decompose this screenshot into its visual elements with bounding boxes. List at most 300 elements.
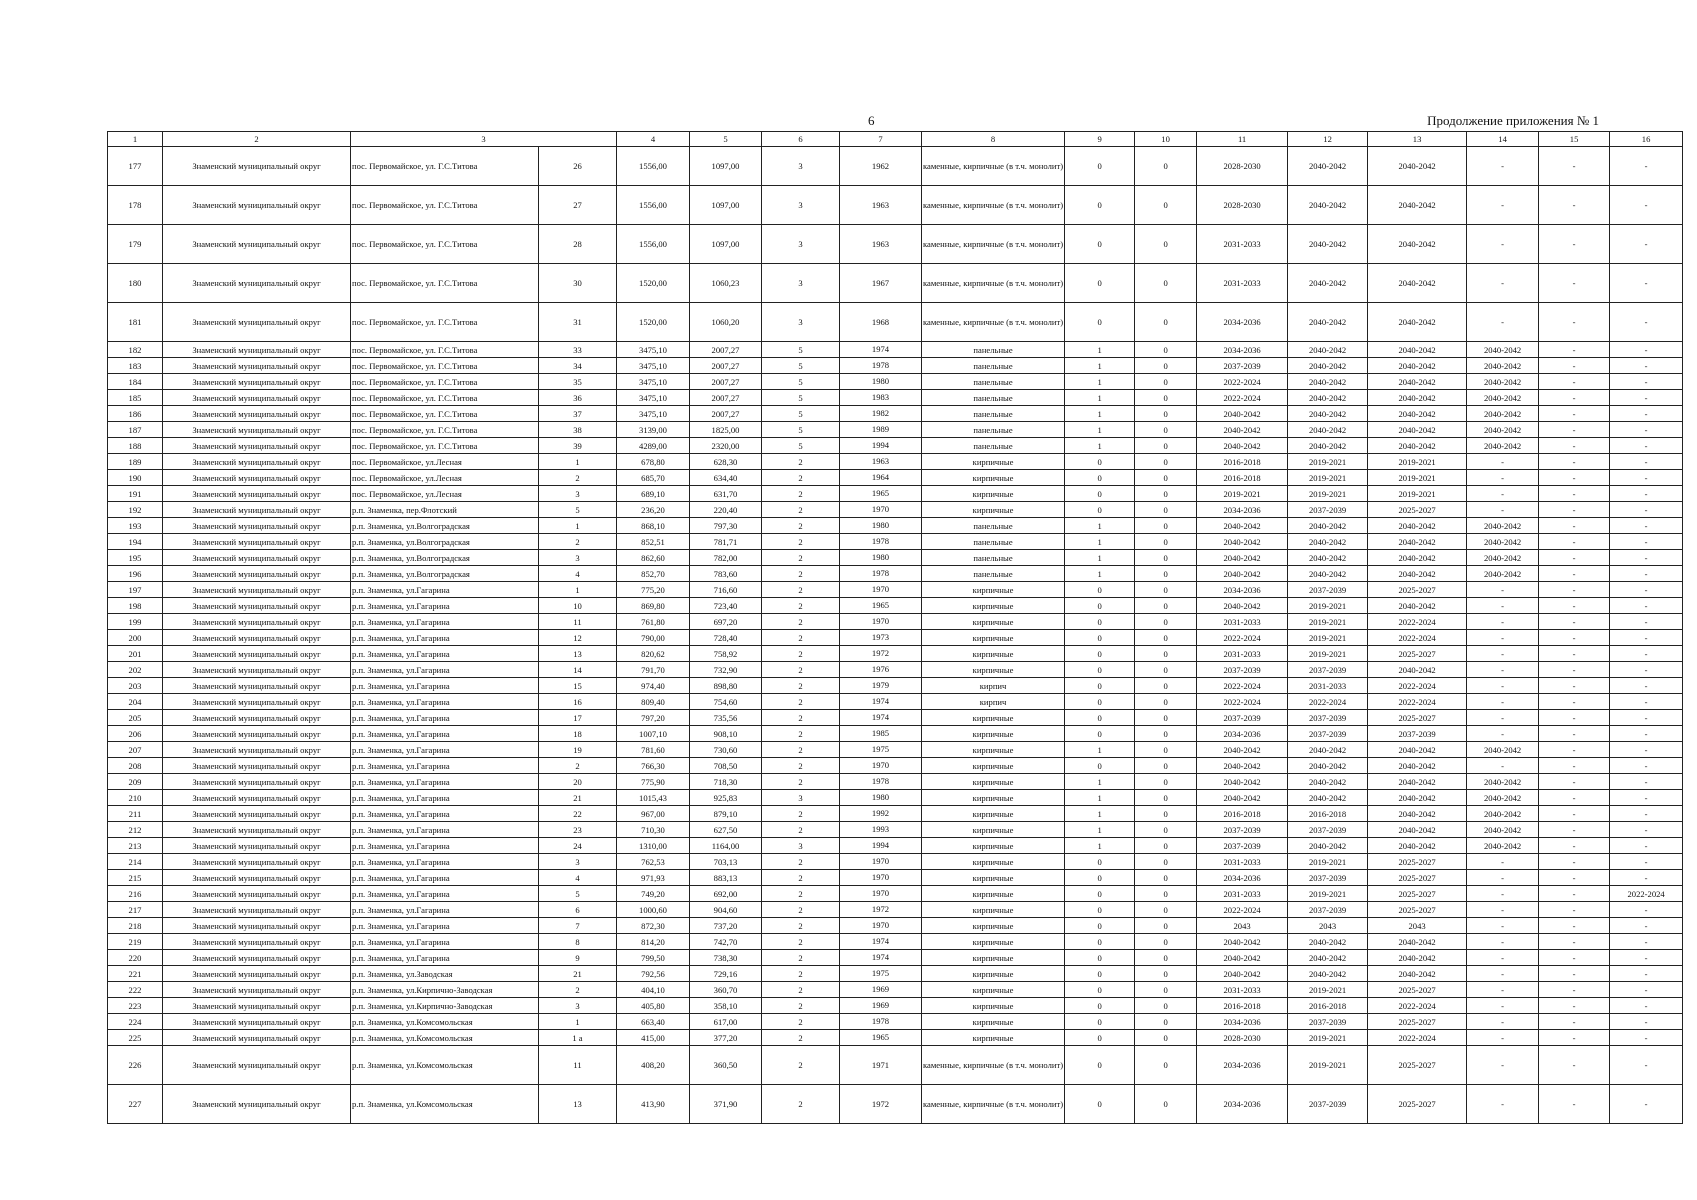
table-cell: 0 (1065, 870, 1135, 886)
table-cell: пос. Первомайское, ул. Г.С.Титова (351, 225, 539, 264)
table-cell: 4 (539, 870, 617, 886)
table-cell: 2 (762, 710, 840, 726)
table-cell: 2040-2042 (1288, 934, 1368, 950)
column-header: 11 (1197, 132, 1288, 147)
table-cell: - (1539, 518, 1610, 534)
table-cell: 1970 (840, 758, 922, 774)
table-cell: 0 (1135, 534, 1197, 550)
table-cell: 1978 (840, 566, 922, 582)
table-row (108, 264, 1683, 303)
table-cell: 1 (539, 454, 617, 470)
table-cell: - (1539, 390, 1610, 406)
table-cell: 10 (539, 598, 617, 614)
table-cell: Знаменский муниципальный округ (163, 886, 351, 902)
table-cell: 2 (762, 678, 840, 694)
table-cell: - (1539, 406, 1610, 422)
table-row (108, 1046, 1683, 1085)
table-cell: 2037-2039 (1197, 838, 1288, 854)
table-cell: 210 (108, 790, 163, 806)
table-cell: - (1467, 646, 1539, 662)
table-cell: 0 (1065, 502, 1135, 518)
table-row (108, 454, 1683, 470)
table-cell: 215 (108, 870, 163, 886)
table-cell: 2016-2018 (1197, 998, 1288, 1014)
table-row (108, 646, 1683, 662)
table-cell: 2022-2024 (1368, 630, 1467, 646)
table-cell: - (1610, 518, 1683, 534)
table-cell: 2040-2042 (1288, 374, 1368, 390)
table-cell: 2040-2042 (1197, 774, 1288, 790)
table-cell: 0 (1135, 550, 1197, 566)
table-cell: - (1610, 982, 1683, 998)
table-cell: 1 (1065, 374, 1135, 390)
table-cell: 2040-2042 (1368, 390, 1467, 406)
table-cell: 2040-2042 (1197, 518, 1288, 534)
table-cell: 2040-2042 (1197, 550, 1288, 566)
table-cell: 0 (1135, 264, 1197, 303)
column-header: 16 (1610, 132, 1683, 147)
table-cell: 1993 (840, 822, 922, 838)
table-cell: р.п. Знаменка, ул.Гагарина (351, 646, 539, 662)
table-cell: 627,50 (690, 822, 762, 838)
table-cell: - (1539, 838, 1610, 854)
table-cell: 2019-2021 (1288, 470, 1368, 486)
table-cell: 2034-2036 (1197, 502, 1288, 518)
table-cell: 898,80 (690, 678, 762, 694)
column-header: 4 (617, 132, 690, 147)
table-row (108, 950, 1683, 966)
table-cell: 1556,00 (617, 186, 690, 225)
table-cell: - (1610, 374, 1683, 390)
table-cell: 2 (762, 902, 840, 918)
table-cell: 2 (762, 806, 840, 822)
table-cell: 809,40 (617, 694, 690, 710)
table-cell: 852,51 (617, 534, 690, 550)
table-cell: 718,30 (690, 774, 762, 790)
table-cell: 1994 (840, 438, 922, 454)
table-cell: 631,70 (690, 486, 762, 502)
table-cell: 5 (762, 342, 840, 358)
table-cell: 218 (108, 918, 163, 934)
table-cell: Знаменский муниципальный округ (163, 838, 351, 854)
table-cell: - (1467, 966, 1539, 982)
table-cell: 2040-2042 (1368, 950, 1467, 966)
table-cell: 405,80 (617, 998, 690, 1014)
table-cell: р.п. Знаменка, ул.Гагарина (351, 710, 539, 726)
table-cell: Знаменский муниципальный округ (163, 678, 351, 694)
table-cell: 22 (539, 806, 617, 822)
table-cell: - (1467, 186, 1539, 225)
table-cell: 3475,10 (617, 390, 690, 406)
table-cell: 2 (539, 534, 617, 550)
table-cell: р.п. Знаменка, ул.Гагарина (351, 662, 539, 678)
table-cell: - (1610, 550, 1683, 566)
table-cell: - (1610, 758, 1683, 774)
table-cell: Знаменский муниципальный округ (163, 774, 351, 790)
table-cell: кирпичные (922, 598, 1065, 614)
table-cell: 2031-2033 (1288, 678, 1368, 694)
table-cell: 5 (762, 374, 840, 390)
table-cell: 0 (1065, 966, 1135, 982)
table-cell: 0 (1135, 726, 1197, 742)
table-cell: 0 (1065, 303, 1135, 342)
table-cell: 2019-2021 (1288, 598, 1368, 614)
table-cell: 0 (1065, 1046, 1135, 1085)
table-cell: панельные (922, 406, 1065, 422)
table-cell: 1989 (840, 422, 922, 438)
table-cell: 199 (108, 614, 163, 630)
table-cell: 2022-2024 (1197, 678, 1288, 694)
table-cell: - (1610, 790, 1683, 806)
table-cell: 3 (539, 998, 617, 1014)
table-cell: 617,00 (690, 1014, 762, 1030)
column-header: 9 (1065, 132, 1135, 147)
table-cell: 206 (108, 726, 163, 742)
table-cell: 2 (762, 646, 840, 662)
table-cell: 0 (1135, 934, 1197, 950)
table-cell: - (1539, 264, 1610, 303)
table-cell: 2 (762, 774, 840, 790)
table-cell: 0 (1135, 710, 1197, 726)
table-cell: кирпичные (922, 870, 1065, 886)
table-cell: - (1539, 502, 1610, 518)
table-cell: 0 (1135, 486, 1197, 502)
table-cell: 2040-2042 (1368, 358, 1467, 374)
table-cell: 1962 (840, 147, 922, 186)
table-cell: - (1610, 502, 1683, 518)
table-cell: 191 (108, 486, 163, 502)
table-cell: 360,70 (690, 982, 762, 998)
table-cell: 678,80 (617, 454, 690, 470)
table-cell: - (1467, 758, 1539, 774)
table-cell: кирпичные (922, 822, 1065, 838)
table-cell: 220 (108, 950, 163, 966)
table-cell: - (1610, 998, 1683, 1014)
table-cell: кирпичные (922, 470, 1065, 486)
table-row (108, 502, 1683, 518)
table-cell: 2031-2033 (1197, 982, 1288, 998)
table-cell: 2043 (1197, 918, 1288, 934)
table-cell: р.п. Знаменка, ул.Гагарина (351, 838, 539, 854)
table-cell: 2025-2027 (1368, 1046, 1467, 1085)
table-row (108, 678, 1683, 694)
table-row (108, 614, 1683, 630)
table-cell: 2040-2042 (1288, 186, 1368, 225)
table-cell: 2040-2042 (1288, 838, 1368, 854)
table-cell: 3 (762, 225, 840, 264)
table-row (108, 630, 1683, 646)
table-cell: Знаменский муниципальный округ (163, 486, 351, 502)
table-cell: р.п. Знаменка, ул.Гагарина (351, 918, 539, 934)
table-cell: - (1610, 774, 1683, 790)
table-cell: 3 (762, 147, 840, 186)
table-cell: пос. Первомайское, ул. Г.С.Титова (351, 374, 539, 390)
table-cell: 781,60 (617, 742, 690, 758)
table-cell: - (1610, 870, 1683, 886)
table-cell: - (1610, 534, 1683, 550)
table-cell: 0 (1135, 646, 1197, 662)
table-cell: 2016-2018 (1197, 454, 1288, 470)
table-cell: - (1539, 790, 1610, 806)
table-cell: 0 (1135, 470, 1197, 486)
table-cell: 0 (1135, 566, 1197, 582)
table-cell: р.п. Знаменка, ул.Гагарина (351, 870, 539, 886)
table-cell: 872,30 (617, 918, 690, 934)
table-cell: 0 (1135, 774, 1197, 790)
table-cell: р.п. Знаменка, ул.Гагарина (351, 902, 539, 918)
table-cell: 2 (762, 662, 840, 678)
table-cell: 36 (539, 390, 617, 406)
table-cell: Знаменский муниципальный округ (163, 870, 351, 886)
table-row (108, 806, 1683, 822)
table-cell: 2040-2042 (1197, 758, 1288, 774)
table-cell: 692,00 (690, 886, 762, 902)
table-cell: - (1539, 454, 1610, 470)
table-cell: кирпичные (922, 742, 1065, 758)
table-cell: 2037-2039 (1288, 902, 1368, 918)
table-cell: 2037-2039 (1288, 1014, 1368, 1030)
table-cell: - (1610, 582, 1683, 598)
table-cell: 2040-2042 (1368, 966, 1467, 982)
table-cell: 0 (1065, 147, 1135, 186)
table-cell: 797,30 (690, 518, 762, 534)
table-cell: 4 (539, 566, 617, 582)
table-cell: 224 (108, 1014, 163, 1030)
table-cell: Знаменский муниципальный округ (163, 518, 351, 534)
table-cell: 2016-2018 (1288, 998, 1368, 1014)
table-cell: 2016-2018 (1197, 470, 1288, 486)
table-cell: 2040-2042 (1288, 966, 1368, 982)
table-cell: Знаменский муниципальный округ (163, 1085, 351, 1124)
table-cell: кирпичные (922, 950, 1065, 966)
table-cell: 2025-2027 (1368, 710, 1467, 726)
table-cell: 1097,00 (690, 147, 762, 186)
table-cell: кирпичные (922, 726, 1065, 742)
table-cell: 0 (1065, 630, 1135, 646)
table-cell: 3 (762, 303, 840, 342)
table-cell: - (1610, 186, 1683, 225)
table-cell: 2040-2042 (1467, 566, 1539, 582)
table-cell: 371,90 (690, 1085, 762, 1124)
table-cell: 766,30 (617, 758, 690, 774)
table-cell: 749,20 (617, 886, 690, 902)
table-cell: - (1539, 742, 1610, 758)
table-row (108, 790, 1683, 806)
table-cell: 0 (1135, 902, 1197, 918)
table-cell: 1310,00 (617, 838, 690, 854)
table-cell: 24 (539, 838, 617, 854)
table-cell: 1000,60 (617, 902, 690, 918)
table-cell: 0 (1065, 1030, 1135, 1046)
table-cell: 2040-2042 (1288, 566, 1368, 582)
table-cell: 1970 (840, 854, 922, 870)
table-cell: 2 (539, 470, 617, 486)
table-cell: 2 (762, 758, 840, 774)
table-cell: кирпичные (922, 854, 1065, 870)
table-cell: - (1539, 774, 1610, 790)
table-cell: 716,60 (690, 582, 762, 598)
table-cell: 2040-2042 (1288, 358, 1368, 374)
table-cell: 19 (539, 742, 617, 758)
table-cell: 21 (539, 966, 617, 982)
table-cell: - (1539, 710, 1610, 726)
table-cell: 2040-2042 (1288, 390, 1368, 406)
table-cell: 408,20 (617, 1046, 690, 1085)
table-cell: - (1610, 742, 1683, 758)
table-cell: 2 (762, 566, 840, 582)
column-header: 5 (690, 132, 762, 147)
table-cell: пос. Первомайское, ул. Г.С.Титова (351, 186, 539, 225)
table-cell: 184 (108, 374, 163, 390)
table-cell: Знаменский муниципальный округ (163, 854, 351, 870)
table-cell: 904,60 (690, 902, 762, 918)
table-cell: - (1467, 264, 1539, 303)
table-row (108, 918, 1683, 934)
table-cell: р.п. Знаменка, ул.Волгоградская (351, 566, 539, 582)
table-cell: 227 (108, 1085, 163, 1124)
table-cell: 2022-2024 (1610, 886, 1683, 902)
table-cell: 2043 (1368, 918, 1467, 934)
column-header: 10 (1135, 132, 1197, 147)
table-cell: 689,10 (617, 486, 690, 502)
table-cell: - (1539, 342, 1610, 358)
table-cell: 2019-2021 (1288, 886, 1368, 902)
table-cell: 732,90 (690, 662, 762, 678)
table-cell: кирпичные (922, 838, 1065, 854)
table-cell: 0 (1065, 614, 1135, 630)
table-cell: 791,70 (617, 662, 690, 678)
table-cell: - (1467, 454, 1539, 470)
table-cell: р.п. Знаменка, ул.Заводская (351, 966, 539, 982)
table-cell: 0 (1065, 918, 1135, 934)
table-cell: Знаменский муниципальный округ (163, 406, 351, 422)
table-cell: 202 (108, 662, 163, 678)
table-cell: 193 (108, 518, 163, 534)
table-cell: 207 (108, 742, 163, 758)
table-cell: Знаменский муниципальный округ (163, 566, 351, 582)
table-cell: 2034-2036 (1197, 1014, 1288, 1030)
table-cell: 27 (539, 186, 617, 225)
table-cell: 1968 (840, 303, 922, 342)
table-cell: 0 (1135, 454, 1197, 470)
table-cell: 2040-2042 (1368, 774, 1467, 790)
table-cell: - (1467, 614, 1539, 630)
table-cell: 2040-2042 (1467, 806, 1539, 822)
table-cell: 1556,00 (617, 147, 690, 186)
table-cell: - (1610, 1085, 1683, 1124)
table-cell: 2007,27 (690, 406, 762, 422)
table-cell: - (1467, 598, 1539, 614)
table-cell: 2 (762, 582, 840, 598)
table-cell: 1972 (840, 646, 922, 662)
table-cell: 0 (1135, 374, 1197, 390)
table-cell: - (1539, 966, 1610, 982)
table-cell: кирпичные (922, 1030, 1065, 1046)
table-cell: 2 (762, 966, 840, 982)
table-cell: 783,60 (690, 566, 762, 582)
table-cell: 225 (108, 1030, 163, 1046)
table-cell: 11 (539, 1046, 617, 1085)
table-cell: 2040-2042 (1288, 550, 1368, 566)
table-cell: 2040-2042 (1368, 662, 1467, 678)
table-cell: 2040-2042 (1368, 438, 1467, 454)
table-row (108, 694, 1683, 710)
table-cell: - (1539, 854, 1610, 870)
table-cell: р.п. Знаменка, ул.Гагарина (351, 950, 539, 966)
table-cell: - (1539, 982, 1610, 998)
table-cell: Знаменский муниципальный округ (163, 342, 351, 358)
table-cell: каменные, кирпичные (в т.ч. монолит) (922, 186, 1065, 225)
page-number: 6 (868, 113, 875, 128)
table-cell: 2040-2042 (1197, 950, 1288, 966)
table-cell: 2040-2042 (1197, 966, 1288, 982)
table-cell: 2025-2027 (1368, 502, 1467, 518)
table-cell: 1 (1065, 438, 1135, 454)
table-cell: 728,40 (690, 630, 762, 646)
table-cell: 710,30 (617, 822, 690, 838)
table-cell: 3475,10 (617, 342, 690, 358)
table-row (108, 822, 1683, 838)
table-cell: 0 (1135, 1085, 1197, 1124)
table-cell: 737,20 (690, 918, 762, 934)
table-cell: 0 (1135, 662, 1197, 678)
table-cell: 3 (539, 486, 617, 502)
table-cell: 0 (1065, 646, 1135, 662)
table-cell: 404,10 (617, 982, 690, 998)
table-cell: Знаменский муниципальный округ (163, 902, 351, 918)
table-cell: 226 (108, 1046, 163, 1085)
table-cell: 2040-2042 (1197, 934, 1288, 950)
table-cell: Знаменский муниципальный округ (163, 982, 351, 998)
table-cell: 1972 (840, 902, 922, 918)
table-cell: 1980 (840, 374, 922, 390)
table-cell: 2040-2042 (1368, 147, 1467, 186)
table-cell: 3 (539, 854, 617, 870)
table-cell: - (1539, 1014, 1610, 1030)
table-cell: 2028-2030 (1197, 186, 1288, 225)
table-cell: - (1539, 422, 1610, 438)
table-cell: 196 (108, 566, 163, 582)
table-cell: 2 (762, 854, 840, 870)
table-cell: 183 (108, 358, 163, 374)
table-cell: р.п. Знаменка, ул.Гагарина (351, 854, 539, 870)
table-cell: - (1610, 918, 1683, 934)
table-cell: - (1467, 886, 1539, 902)
table-cell: 2007,27 (690, 374, 762, 390)
table-cell: 0 (1065, 950, 1135, 966)
table-row (108, 726, 1683, 742)
table-cell: 194 (108, 534, 163, 550)
table-cell: - (1539, 902, 1610, 918)
table-cell: - (1610, 264, 1683, 303)
table-cell: 2037-2039 (1288, 662, 1368, 678)
table-cell: 1983 (840, 390, 922, 406)
table-cell: - (1467, 694, 1539, 710)
table-cell: кирпичные (922, 934, 1065, 950)
table-cell: - (1539, 886, 1610, 902)
table-cell: - (1539, 582, 1610, 598)
table-cell: 2 (762, 630, 840, 646)
table-cell: 1963 (840, 186, 922, 225)
table-cell: 1 (1065, 742, 1135, 758)
table-cell: кирпич (922, 678, 1065, 694)
table-cell: 2040-2042 (1368, 406, 1467, 422)
table-row (108, 1014, 1683, 1030)
table-cell: 820,62 (617, 646, 690, 662)
table-cell: Знаменский муниципальный округ (163, 390, 351, 406)
table-cell: - (1467, 1046, 1539, 1085)
table-cell: 2007,27 (690, 390, 762, 406)
